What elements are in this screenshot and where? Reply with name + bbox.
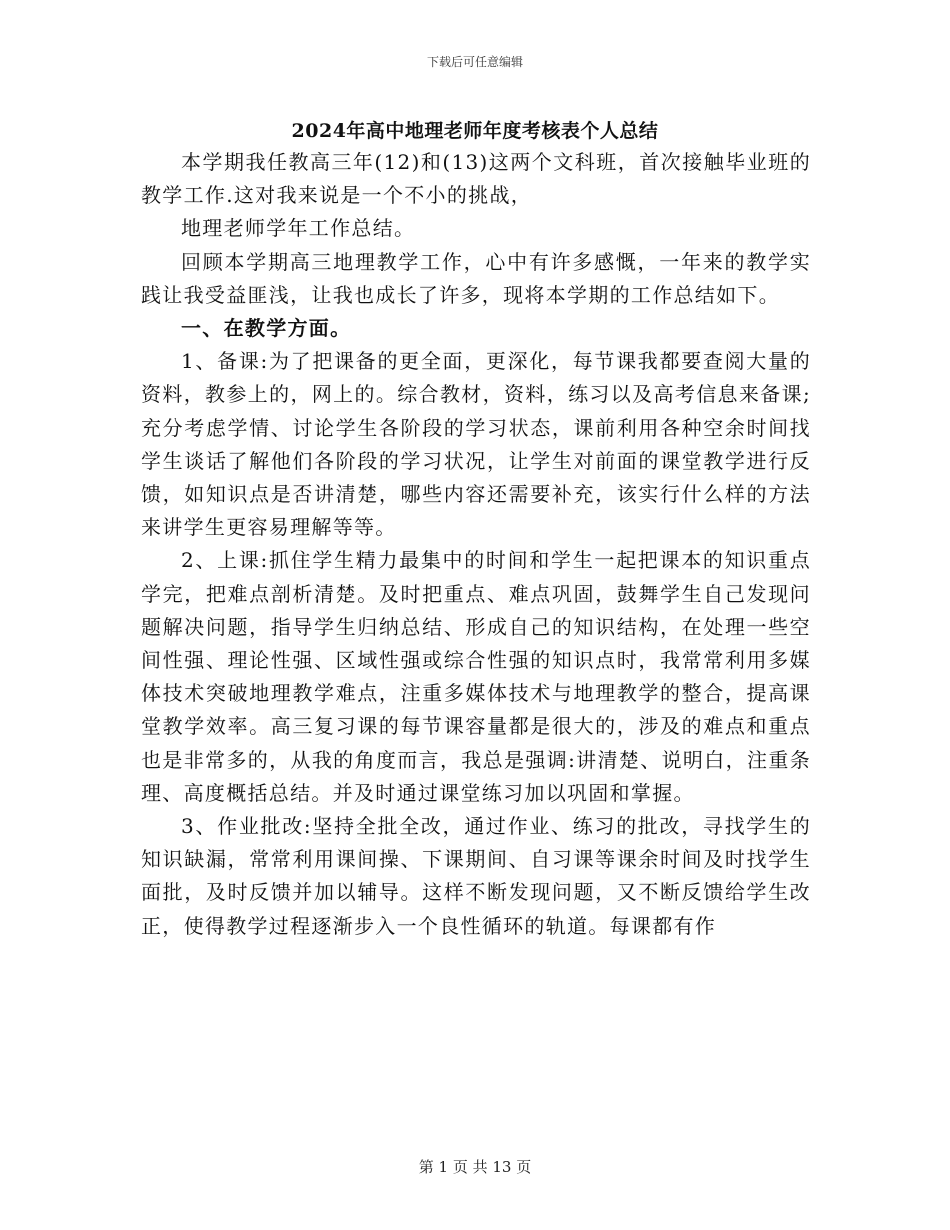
paragraph-class-teaching: 2、上课:抓住学生精力最集中的时间和学生一起把课本的知识重点学完，把难点剖析清楚。及时把重点、难点巩固，鼓舞学生自己发现问题解决问题，指导学生归纳总结、形成自己的知识结构，在处理一些空间性强、理论性强、区域性强或综合性强的知识点时，我常常利用多媒体技术突破地理教学难点，注重多媒体技术与地理教学的整合，提高课堂教学效率。高三复习课的每节课容量都是很大的，涉及的难点和重点也是非常多的，从我的角度而言，我总是强调:讲清楚、说明白，注重条理、高度概括总结。并及时通过课堂练习加以巩固和掌握。 bbox=[141, 548, 811, 805]
paragraph-subtitle: 地理老师学年工作总结。 bbox=[181, 216, 416, 241]
document-title: 2024年高中地理老师年度考核表个人总结 bbox=[291, 120, 659, 142]
paragraph-intro: 本学期我任教高三年(12)和(13)这两个文科班，首次接触毕业班的教学工作.这对我来说是一个不小的挑战， bbox=[141, 150, 811, 208]
section-heading-teaching: 一、在教学方面。 bbox=[181, 316, 352, 341]
paragraph-homework: 3、作业批改:坚持全批全改，通过作业、练习的批改，寻找学生的知识缺漏，常常利用课间操、下课期间、自习课等课余时间及时找学生面批，及时反馈并加以辅导。这样不断发现问题，又不断反馈给学生改正，使得教学过程逐渐步入一个良性循环的轨道。每课都有作 bbox=[141, 814, 811, 938]
page-number: 第 1 页 共 13 页 bbox=[418, 1158, 532, 1176]
paragraph-lesson-prep: 1、备课:为了把课备的更全面，更深化，每节课我都要查阅大量的资料，教参上的，网上的。综合教材，资料，练习以及高考信息来备课;充分考虑学情、讨论学生各阶段的学习状态，课前利用各种空余时间找学生谈话了解他们各阶段的学习状况，让学生对前面的课堂教学进行反馈，如知识点是否讲清楚，哪些内容还需要补充，该实行什么样的方法来讲学生更容易理解等等。 bbox=[141, 349, 811, 540]
paragraph-review: 回顾本学期高三地理教学工作，心中有许多感慨，一年来的教学实践让我受益匪浅，让我也成长了许多，现将本学期的工作总结如下。 bbox=[141, 249, 811, 307]
page-header-note: 下载后可任意编辑 bbox=[426, 55, 523, 69]
document-body bbox=[141, 146, 811, 943]
